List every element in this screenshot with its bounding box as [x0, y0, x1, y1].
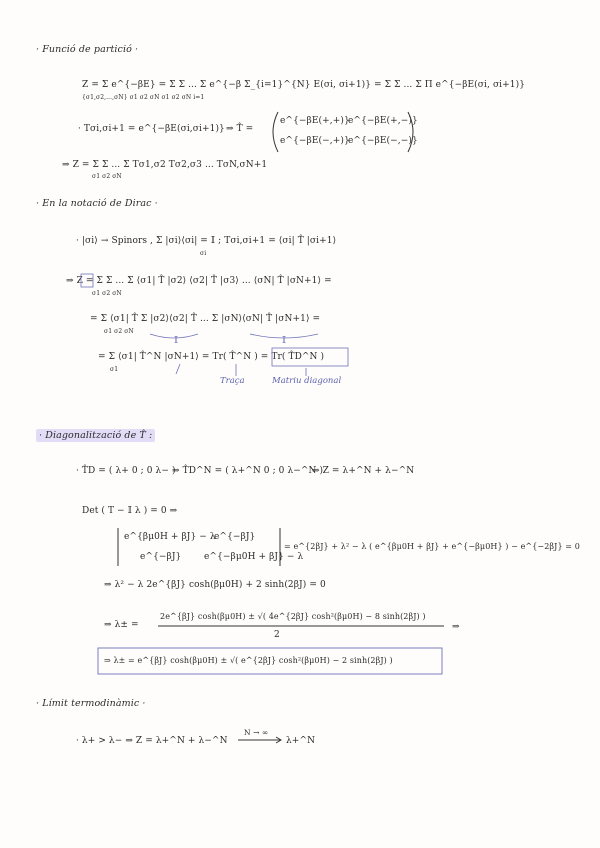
partition-eigenvalues: ⇒ Z = λ+^N + λ−^N — [312, 466, 415, 476]
dirac-partition-line: ⇒ Z = Σ Σ ... Σ ⟨σ1| T̂ |σ2⟩ ⟨σ2| T̂ |σ3⟩ ... ⟨σN| T̂ |σN+1⟩ = — [66, 276, 332, 286]
determinant-expansion: = e^{2βJ} + λ² − λ ( e^{βμ0H + βJ} + e^{−βμ0H} ) − e^{−2βJ} = 0 — [284, 542, 580, 551]
matrix-entry-11: e^{−βE(+,+)} — [280, 116, 350, 126]
partition-equation-1-subscripts: {σ1,σ2,...,σN} σ1 σ2 σN σ1 σ2 σN i=1 — [82, 94, 205, 101]
determinant-condition: Det ( T − 𝕀 λ ) = 0 ⇒ — [82, 506, 178, 516]
matrix-entry-22: e^{−βE(−,−)} — [348, 136, 418, 146]
eigenvalue-result: ⇒ λ± = e^{βJ} cosh(βμ0H) ± √( e^{2βJ} cosh²(βμ0H) − 2 sinh(2βJ) ) — [104, 656, 393, 665]
note-diagonal-matrix: Matriu diagonal — [272, 376, 342, 386]
partition-product-subscripts: σ1 σ2 σN — [92, 173, 122, 180]
identity-label-1: 𝕀 — [174, 336, 179, 346]
det-entry-21: e^{−βJ} — [140, 552, 182, 562]
transfer-matrix-arrow: ⇒ T̂ = — [226, 124, 254, 134]
diagonal-matrix: · T̂D = ( λ+ 0 ; 0 λ− ) — [76, 466, 176, 476]
limit-result: λ+^N — [286, 736, 316, 746]
limit-line: · λ+ > λ− ⇒ Z = λ+^N + λ−^N — [76, 736, 228, 746]
dirac-partition-subscripts: σ1 σ2 σN — [92, 290, 122, 297]
matrix-entry-21: e^{−βE(−,+)} — [280, 136, 350, 146]
identity-insertion-subscripts: σ1 σ2 σN — [104, 328, 134, 335]
det-entry-12: e^{−βJ} — [214, 532, 256, 542]
det-entry-11: e^{βμ0H + βJ} − λ — [124, 532, 216, 542]
quadratic-numerator: 2e^{βJ} cosh(βμ0H) ± √( 4e^{2βJ} cosh²(βμ0H) − 8 sinh(2βJ) ) — [160, 612, 426, 621]
limit-arrow-label: N → ∞ — [244, 728, 269, 737]
trace-line: = Σ ⟨σ1| T̂^N |σN+1⟩ = Tr( T̂^N ) = Tr( T̂D^N ) — [98, 352, 325, 362]
partition-product-line: ⇒ Z = Σ Σ ... Σ Tσ1,σ2 Tσ2,σ3 ... TσN,σN+1 — [62, 160, 268, 170]
trace-line-subscript: σ1 — [110, 366, 119, 373]
matrix-entry-12: e^{−βE(+,−)} — [348, 116, 418, 126]
section-title-dirac: · En la notació de Dirac · — [36, 198, 158, 209]
section-title-thermodynamic-limit: · Límit termodinàmic · — [36, 698, 146, 709]
quadratic-lhs: ⇒ λ± = — [104, 620, 139, 630]
det-entry-22: e^{−βμ0H + βJ} − λ — [204, 552, 304, 562]
dirac-definitions-subscript: σi — [200, 250, 207, 257]
section-title-partition-function: · Funció de partició · — [36, 44, 139, 55]
transfer-element-definition: · Tσi,σi+1 = e^{−βE(σi,σi+1)} — [78, 124, 225, 134]
quadratic-arrow: ⇒ — [452, 622, 460, 632]
note-trace: Traça — [220, 376, 245, 386]
dirac-definitions: · |σi⟩ → Spinors , Σ |σi⟩⟨σi| = 𝕀 ; Tσi,σi+1 = ⟨σi| T̂ |σi+1⟩ — [76, 236, 337, 246]
diagonal-matrix-power: ⇒ T̂D^N = ( λ+^N 0 ; 0 λ−^N ) — [172, 466, 324, 476]
characteristic-equation: ⇒ λ² − λ 2e^{βJ} cosh(βμ0H) + 2 sinh(2βJ) = 0 — [104, 580, 326, 590]
quadratic-denominator: 2 — [274, 630, 280, 640]
partition-equation-1: Z = Σ e^{−βE} = Σ Σ ... Σ e^{−β Σ_{i=1}^{N} E(σi, σi+1)} = Σ Σ ... Σ Π e^{−βE(σi, σi+1)} — [82, 80, 526, 90]
section-title-diagonalization: · Diagonalització de T̂ : — [36, 430, 155, 441]
identity-insertion-line: = Σ ⟨σ1| T̂ Σ |σ2⟩⟨σ2| T̂ ... Σ |σN⟩⟨σN| T̂ |σN+1⟩ = — [90, 314, 321, 324]
identity-label-2: 𝕀 — [282, 336, 287, 346]
